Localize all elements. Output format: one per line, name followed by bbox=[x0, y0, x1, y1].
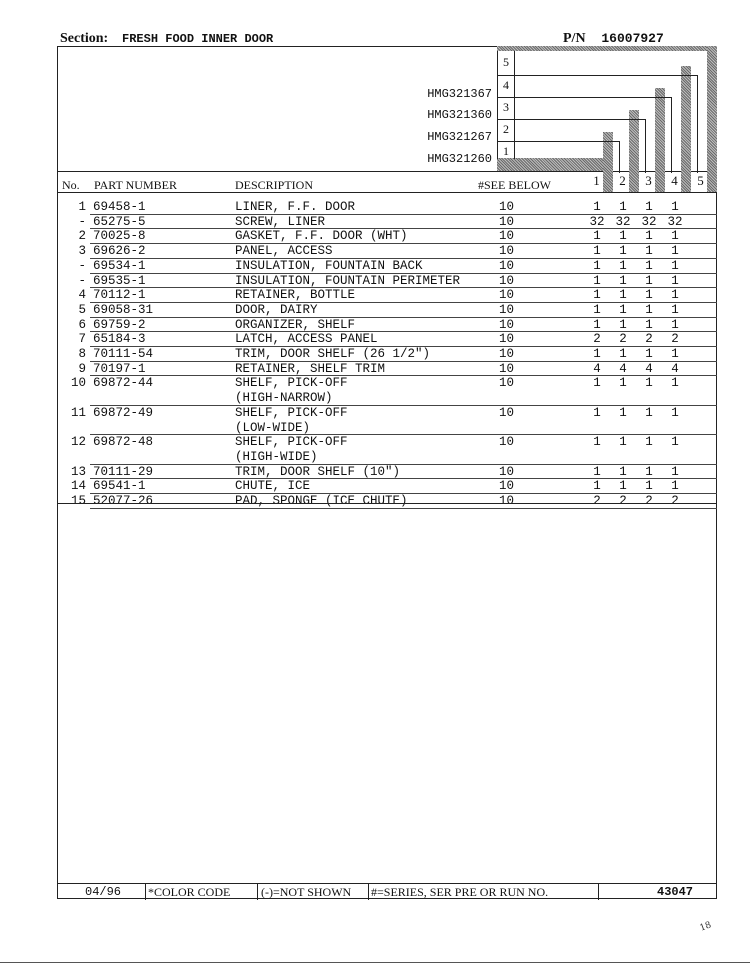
bottom-rule bbox=[0, 962, 750, 963]
row-item-number: 13 bbox=[70, 464, 86, 479]
row-part-number: 69535-1 bbox=[93, 273, 146, 288]
row-description: ORGANIZER, SHELF bbox=[235, 317, 356, 332]
row-item-number: - bbox=[78, 214, 86, 229]
row-qty-model-2: 2 bbox=[619, 494, 627, 508]
footer-date: 04/96 bbox=[85, 885, 122, 899]
row-qty-model-3: 2 bbox=[645, 332, 653, 347]
row-qty-model-4: 1 bbox=[671, 302, 679, 317]
row-qty-model-1: 1 bbox=[593, 464, 601, 479]
row-see-below: 10 bbox=[499, 214, 515, 229]
row-qty-model-4: 2 bbox=[671, 494, 679, 508]
row-qty-model-3: 1 bbox=[645, 464, 653, 479]
row-qty-model-2: 1 bbox=[619, 288, 627, 303]
col-model-4: 4 bbox=[668, 173, 681, 188]
row-qty-model-1: 1 bbox=[593, 317, 601, 332]
row-qty-model-2: 2 bbox=[619, 332, 627, 347]
row-qty-model-2: 1 bbox=[619, 200, 627, 214]
row-qty-model-2: 1 bbox=[619, 347, 627, 361]
row-description: CHUTE, ICE bbox=[235, 479, 311, 494]
model-bracket-1 bbox=[497, 141, 620, 173]
row-description-continued: (LOW-WIDE) bbox=[235, 420, 311, 435]
row-qty-model-3: 1 bbox=[645, 200, 653, 214]
row-qty-model-3: 1 bbox=[645, 347, 653, 361]
model-name-1: HMG321260 bbox=[427, 152, 492, 166]
row-rule bbox=[90, 508, 717, 509]
table-row-continuation bbox=[0, 421, 750, 435]
row-item-number: 9 bbox=[78, 361, 86, 376]
row-part-number: 70197-1 bbox=[93, 361, 146, 376]
row-qty-model-1: 1 bbox=[593, 435, 601, 450]
section-label: Section: bbox=[60, 31, 109, 46]
row-qty-model-1: 1 bbox=[593, 405, 601, 420]
row-item-number: 11 bbox=[70, 405, 86, 420]
row-qty-model-4: 1 bbox=[671, 258, 679, 273]
row-description: RETAINER, BOTTLE bbox=[235, 288, 356, 303]
row-qty-model-2: 1 bbox=[619, 258, 627, 273]
row-description: LINER, F.F. DOOR bbox=[235, 200, 356, 214]
row-see-below: 10 bbox=[499, 288, 515, 303]
row-see-below: 10 bbox=[499, 273, 515, 288]
row-see-below: 10 bbox=[499, 258, 515, 273]
row-see-below: 10 bbox=[499, 494, 515, 508]
row-description: DOOR, DAIRY bbox=[235, 302, 318, 317]
row-part-number: 70025-8 bbox=[93, 229, 146, 244]
part-number-header bbox=[563, 31, 664, 47]
row-qty-model-4: 1 bbox=[671, 317, 679, 332]
row-qty-model-2: 1 bbox=[619, 244, 627, 259]
table-row bbox=[0, 288, 750, 302]
table-row-continuation bbox=[0, 391, 750, 405]
row-item-number: 10 bbox=[70, 376, 86, 391]
row-qty-model-1: 2 bbox=[593, 332, 601, 347]
row-qty-model-4: 1 bbox=[671, 435, 679, 450]
table-row bbox=[0, 465, 750, 479]
footer-not-shown: (-)=NOT SHOWN bbox=[261, 885, 352, 899]
row-qty-model-1: 1 bbox=[593, 347, 601, 361]
row-qty-model-2: 1 bbox=[619, 376, 627, 391]
table-row bbox=[0, 229, 750, 243]
model-key-box-edge bbox=[514, 51, 515, 159]
row-description: SCREW, LINER bbox=[235, 214, 326, 229]
row-qty-model-1: 1 bbox=[593, 376, 601, 391]
row-description: PAD, SPONGE (ICE CHUTE) bbox=[235, 494, 408, 508]
row-description: RETAINER, SHELF TRIM bbox=[235, 361, 386, 376]
row-qty-model-3: 1 bbox=[645, 244, 653, 259]
footer-page-number: 43047 bbox=[657, 885, 694, 899]
row-item-number: 8 bbox=[78, 347, 86, 361]
row-item-number: 5 bbox=[78, 302, 86, 317]
row-item-number: 4 bbox=[78, 288, 86, 303]
table-row bbox=[0, 435, 750, 449]
model-box-4: 4 bbox=[503, 78, 509, 92]
table-row bbox=[0, 332, 750, 346]
row-qty-model-1: 1 bbox=[593, 288, 601, 303]
row-part-number: 70111-29 bbox=[93, 464, 154, 479]
model-key-shade bbox=[497, 46, 717, 51]
row-qty-model-3: 1 bbox=[645, 405, 653, 420]
row-qty-model-4: 1 bbox=[671, 200, 679, 214]
section-value: FRESH FOOD INNER DOOR bbox=[122, 32, 274, 46]
row-qty-model-3: 1 bbox=[645, 435, 653, 450]
row-part-number: 69872-49 bbox=[93, 405, 154, 420]
table-row bbox=[0, 494, 750, 508]
row-description-continued: (HIGH-WIDE) bbox=[235, 449, 318, 464]
model-name-4: HMG321367 bbox=[427, 87, 492, 101]
col-part-number: PART NUMBER bbox=[94, 178, 177, 192]
row-qty-model-1: 4 bbox=[593, 361, 601, 376]
row-qty-model-1: 1 bbox=[593, 258, 601, 273]
table-row bbox=[0, 215, 750, 229]
footer-divider bbox=[368, 884, 369, 900]
table-row bbox=[0, 303, 750, 317]
row-item-number: 6 bbox=[78, 317, 86, 332]
row-item-number: 7 bbox=[78, 332, 86, 347]
model-key-left-edge bbox=[497, 51, 498, 159]
col-model-2: 2 bbox=[616, 173, 629, 188]
row-qty-model-1: 1 bbox=[593, 200, 601, 214]
row-item-number: 15 bbox=[70, 494, 86, 508]
model-box-3: 3 bbox=[503, 100, 509, 114]
row-qty-model-3: 1 bbox=[645, 376, 653, 391]
row-description: LATCH, ACCESS PANEL bbox=[235, 332, 378, 347]
row-description: SHELF, PICK-OFF bbox=[235, 405, 348, 420]
row-item-number: 2 bbox=[78, 229, 86, 244]
footer-bar bbox=[57, 883, 717, 900]
row-qty-model-3: 32 bbox=[641, 214, 657, 229]
row-qty-model-4: 1 bbox=[671, 405, 679, 420]
row-qty-model-2: 4 bbox=[619, 361, 627, 376]
row-qty-model-1: 1 bbox=[593, 479, 601, 494]
row-qty-model-2: 1 bbox=[619, 479, 627, 494]
row-qty-model-2: 1 bbox=[619, 435, 627, 450]
row-description: SHELF, PICK-OFF bbox=[235, 435, 348, 450]
row-qty-model-4: 4 bbox=[671, 361, 679, 376]
footer-color-code: *COLOR CODE bbox=[148, 885, 231, 899]
row-part-number: 70112-1 bbox=[93, 288, 146, 303]
col-model-5: 5 bbox=[694, 173, 707, 188]
row-qty-model-4: 1 bbox=[671, 229, 679, 244]
row-qty-model-3: 1 bbox=[645, 258, 653, 273]
row-qty-model-3: 1 bbox=[645, 273, 653, 288]
row-part-number: 69759-2 bbox=[93, 317, 146, 332]
row-part-number: 69872-44 bbox=[93, 376, 154, 391]
row-item-number: 1 bbox=[78, 200, 86, 214]
row-part-number: 70111-54 bbox=[93, 347, 154, 361]
row-part-number: 65275-5 bbox=[93, 214, 146, 229]
row-qty-model-3: 2 bbox=[645, 494, 653, 508]
table-row bbox=[0, 376, 750, 390]
row-description: PANEL, ACCESS bbox=[235, 244, 333, 259]
footer-series: #=SERIES, SER PRE OR RUN NO. bbox=[371, 885, 549, 899]
table-row bbox=[0, 244, 750, 258]
row-qty-model-3: 1 bbox=[645, 479, 653, 494]
row-see-below: 10 bbox=[499, 244, 515, 259]
row-qty-model-2: 1 bbox=[619, 405, 627, 420]
row-description: GASKET, F.F. DOOR (WHT) bbox=[235, 229, 408, 244]
row-qty-model-4: 32 bbox=[667, 214, 683, 229]
model-name-2: HMG321267 bbox=[427, 130, 492, 144]
row-description: INSULATION, FOUNTAIN BACK bbox=[235, 258, 423, 273]
list-end-rule bbox=[57, 503, 717, 504]
row-qty-model-2: 1 bbox=[619, 302, 627, 317]
col-no: No. bbox=[62, 178, 80, 192]
row-see-below: 10 bbox=[499, 317, 515, 332]
row-qty-model-4: 2 bbox=[671, 332, 679, 347]
row-part-number: 69058-31 bbox=[93, 302, 154, 317]
row-description: TRIM, DOOR SHELF (10") bbox=[235, 464, 401, 479]
model-name-3: HMG321360 bbox=[427, 108, 492, 122]
table-row-continuation bbox=[0, 450, 750, 464]
row-qty-model-4: 1 bbox=[671, 273, 679, 288]
row-see-below: 10 bbox=[499, 361, 515, 376]
row-qty-model-4: 1 bbox=[671, 244, 679, 259]
row-see-below: 10 bbox=[499, 302, 515, 317]
row-description-continued: (HIGH-NARROW) bbox=[235, 391, 333, 406]
row-qty-model-3: 1 bbox=[645, 288, 653, 303]
row-see-below: 10 bbox=[499, 200, 515, 214]
pn-value: 16007927 bbox=[601, 31, 664, 46]
row-description: TRIM, DOOR SHELF (26 1/2") bbox=[235, 347, 431, 361]
row-qty-model-2: 1 bbox=[619, 464, 627, 479]
model-box-5: 5 bbox=[503, 55, 509, 69]
row-description: SHELF, PICK-OFF bbox=[235, 376, 348, 391]
row-qty-model-2: 1 bbox=[619, 229, 627, 244]
row-part-number: 69458-1 bbox=[93, 200, 146, 214]
table-row bbox=[0, 259, 750, 273]
row-qty-model-2: 32 bbox=[615, 214, 631, 229]
row-part-number: 69872-48 bbox=[93, 435, 154, 450]
row-qty-model-3: 1 bbox=[645, 302, 653, 317]
row-qty-model-3: 4 bbox=[645, 361, 653, 376]
row-qty-model-1: 1 bbox=[593, 244, 601, 259]
row-see-below: 10 bbox=[499, 376, 515, 391]
row-item-number: - bbox=[78, 258, 86, 273]
footer-divider bbox=[257, 884, 258, 900]
handwritten-margin-note: 18 bbox=[698, 920, 713, 934]
model-box-1: 1 bbox=[503, 144, 509, 158]
row-qty-model-2: 1 bbox=[619, 273, 627, 288]
row-qty-model-1: 1 bbox=[593, 302, 601, 317]
row-part-number: 69626-2 bbox=[93, 244, 146, 259]
row-qty-model-3: 1 bbox=[645, 317, 653, 332]
table-row bbox=[0, 347, 750, 361]
row-see-below: 10 bbox=[499, 479, 515, 494]
row-qty-model-1: 1 bbox=[593, 229, 601, 244]
col-model-1: 1 bbox=[590, 173, 603, 188]
row-see-below: 10 bbox=[499, 405, 515, 420]
row-item-number: 3 bbox=[78, 244, 86, 259]
table-row bbox=[0, 479, 750, 493]
row-part-number: 69541-1 bbox=[93, 479, 146, 494]
row-qty-model-4: 1 bbox=[671, 464, 679, 479]
row-qty-model-4: 1 bbox=[671, 376, 679, 391]
row-qty-model-4: 1 bbox=[671, 288, 679, 303]
row-see-below: 10 bbox=[499, 332, 515, 347]
col-model-3: 3 bbox=[642, 173, 655, 188]
row-item-number: - bbox=[78, 273, 86, 288]
table-row bbox=[0, 362, 750, 376]
col-description: DESCRIPTION bbox=[235, 178, 314, 192]
row-part-number: 69534-1 bbox=[93, 258, 146, 273]
model-key-shade bbox=[707, 46, 717, 192]
row-see-below: 10 bbox=[499, 464, 515, 479]
section-title bbox=[60, 31, 273, 47]
row-description: INSULATION, FOUNTAIN PERIMETER bbox=[235, 273, 461, 288]
row-qty-model-3: 1 bbox=[645, 229, 653, 244]
row-part-number: 65184-3 bbox=[93, 332, 146, 347]
row-qty-model-1: 2 bbox=[593, 494, 601, 508]
row-part-number: 52077-26 bbox=[93, 494, 154, 508]
model-box-2: 2 bbox=[503, 122, 509, 136]
row-qty-model-1: 1 bbox=[593, 273, 601, 288]
table-row bbox=[0, 406, 750, 420]
row-item-number: 12 bbox=[70, 435, 86, 450]
row-qty-model-4: 1 bbox=[671, 347, 679, 361]
row-item-number: 14 bbox=[70, 479, 86, 494]
footer-divider bbox=[145, 884, 146, 900]
row-see-below: 10 bbox=[499, 435, 515, 450]
row-see-below: 10 bbox=[499, 347, 515, 361]
row-see-below: 10 bbox=[499, 229, 515, 244]
row-qty-model-2: 1 bbox=[619, 317, 627, 332]
table-row bbox=[0, 274, 750, 288]
col-see-below: #SEE BELOW bbox=[478, 178, 551, 192]
table-row bbox=[0, 200, 750, 214]
row-qty-model-4: 1 bbox=[671, 479, 679, 494]
footer-divider bbox=[598, 884, 599, 900]
table-row bbox=[0, 318, 750, 332]
pn-label: P/N bbox=[563, 31, 586, 46]
row-qty-model-1: 32 bbox=[589, 214, 605, 229]
